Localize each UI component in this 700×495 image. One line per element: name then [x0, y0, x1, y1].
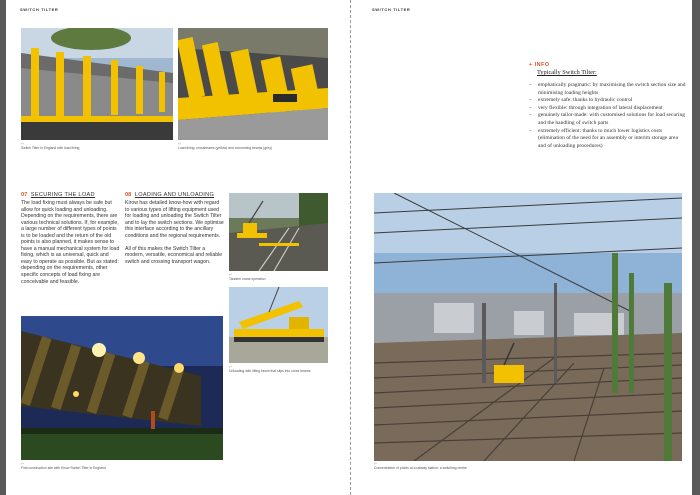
caption-marker: ↵	[21, 462, 24, 466]
page-fold-line	[350, 0, 351, 495]
paragraph: Kirow has detailed know-how with regard to various types of lifting equipment used for loading and unloading the Switch Tilter and to lay the switch sections. We optimise this interface according to the ancillary conditions and the regional requirements.	[125, 200, 224, 239]
info-list	[529, 82, 687, 150]
photo-tandem-crane	[229, 193, 328, 271]
photo-night-construction-site	[21, 316, 223, 460]
section-body-loading-unloading	[125, 200, 225, 272]
photo-caption	[178, 142, 328, 150]
right-page	[355, 0, 692, 495]
left-page	[6, 0, 345, 495]
section-heading-loading-unloading	[125, 192, 214, 198]
photo1-caption-text: Switch Tilter in England with load fixing	[21, 146, 80, 150]
section-number: 07	[21, 192, 28, 198]
caption-marker: ↵	[21, 142, 24, 146]
photo-caption	[229, 365, 339, 373]
photo4-caption-text: Unloading with lifting beam that slips into cross beams	[229, 369, 311, 373]
photo-switching-centre	[374, 193, 682, 461]
section-heading-securing-load	[21, 192, 95, 198]
photo-caption	[21, 462, 223, 470]
running-head-left: SWITCH TILTER	[20, 7, 59, 12]
section-title: SECURING THE LOAD	[30, 192, 95, 198]
caption-marker: ↵	[229, 365, 232, 369]
caption-marker: ↵	[374, 462, 377, 466]
caption-marker: ↵	[178, 142, 181, 146]
photo5-caption-text: First construction site with Kirow Switch Tilter in England	[21, 466, 106, 470]
caption-marker: ↵	[229, 273, 232, 277]
photo-switch-tilter-england	[21, 28, 173, 140]
info-list-item: – extremely safe: thanks to hydraulic control	[529, 97, 687, 105]
info-list-item: – genuinely tailor-made: with customised solutions for load securing and the handling of switch parts	[529, 112, 687, 127]
photo3-caption-text: Tandem crane operation	[229, 277, 266, 281]
info-heading: + INFO	[529, 62, 550, 68]
section-number: 08	[125, 192, 132, 198]
info-list-item: – emphatically pragmatic: by maximising the switch section size and minimising loading heights	[529, 82, 687, 97]
photo-caption	[21, 142, 173, 150]
section-body-securing-load	[21, 200, 121, 292]
photo2-caption-text: Load fixing: crossbeams (yellow) and connecting beams (grey)	[178, 146, 273, 150]
info-list-item: – very flexible: through integration of lateral displacement	[529, 105, 687, 113]
photo-caption	[229, 273, 328, 281]
info-list-item: – extremely efficient: thanks to much lower logistics costs (elimination of the need for an assembly or interim storage area and of unloading procedures)	[529, 128, 687, 151]
photo-load-fixing-crossbeams	[178, 28, 328, 140]
paragraph: The load fixing must always be safe but allow for quick loading and unloading. Depending on the requirements, there are various technical solutions. If, for example, a large number of different types of points is to be loaded and the return of the old points is also planned, it makes sense to have a manual mechanical system for load fixing, which is as universal, quick and easy to operate as possible. But as stated: depending on the requirements, other specific concepts of load fixing are conceivable and feasible.	[21, 200, 120, 285]
section-title: LOADING AND UNLOADING	[134, 192, 215, 198]
running-head-right: SWITCH TILTER	[372, 7, 411, 12]
paragraph: All of this makes the Switch Tilter a modern, versatile, economical and reliable switch and crossing transport wagon.	[125, 245, 223, 265]
photo-caption	[374, 462, 682, 470]
info-subheading: Typically Switch Tilter:	[537, 69, 597, 76]
info-bullet: +	[529, 62, 535, 68]
photo-lifting-beam	[229, 287, 328, 363]
photo-caption-switching-centre: Concentration of points at a railway station: a switching centre	[374, 466, 467, 470]
